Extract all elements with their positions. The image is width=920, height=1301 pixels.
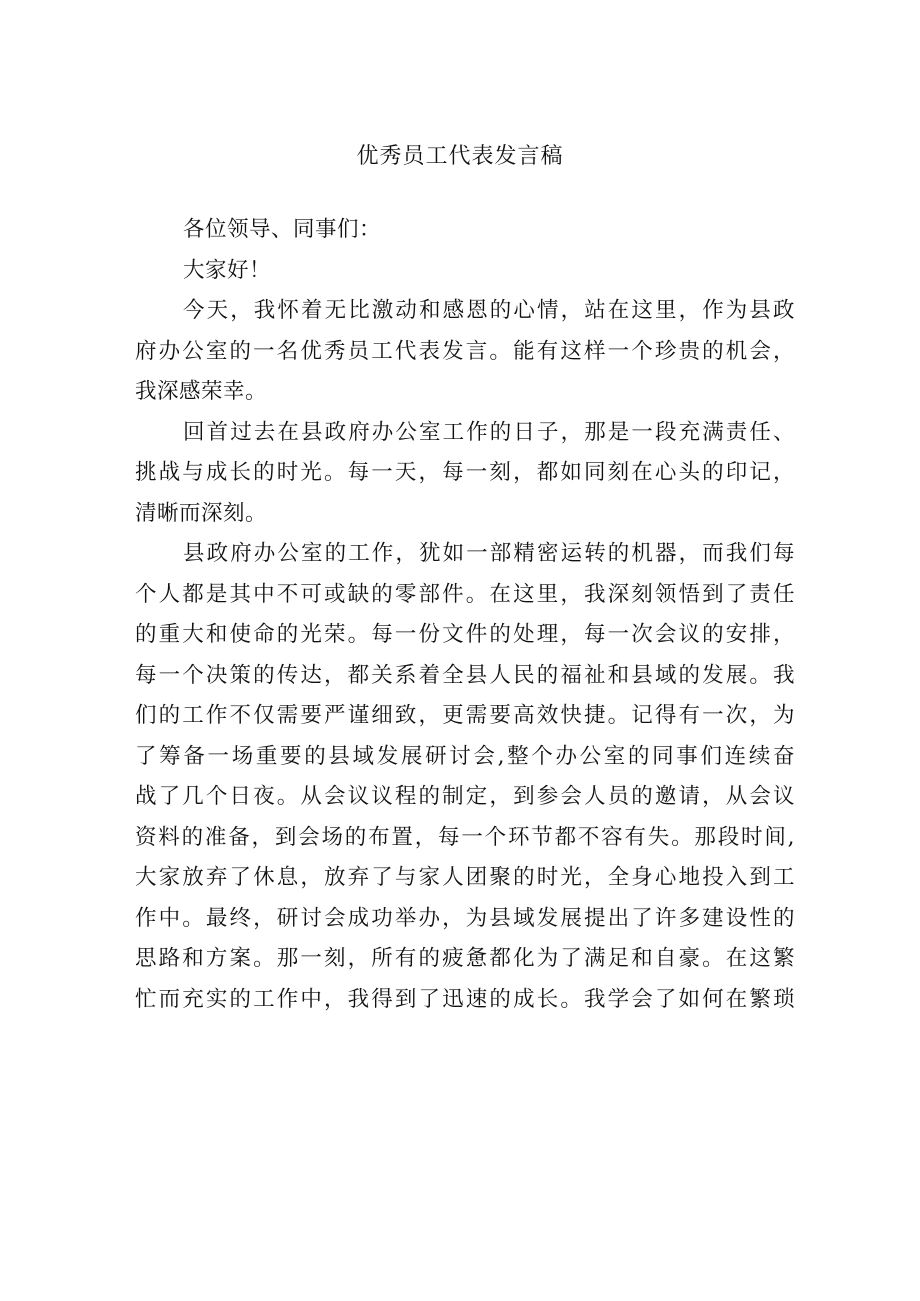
text-line: 县政府办公室的工作，犹如一部精密运转的机器，而我们每 — [183, 541, 795, 566]
text-line: 个人都是其中不可或缺的零部件。在这里，我深刻领悟到了责任 — [135, 581, 795, 607]
document-body — [135, 210, 795, 1020]
text-line: 府办公室的一名优秀员工代表发言。能有这样一个珍贵的机会， — [135, 338, 795, 364]
text-line: 挑战与成长的时光。每一天，每一刻，都如同刻在心头的印记， — [135, 460, 795, 485]
text-line: 战了几个日夜。从会议议程的制定，到参会人员的邀请，从会议 — [135, 784, 795, 809]
text-line: 作中。最终，研讨会成功举办，为县域发展提出了许多建设性的 — [135, 905, 795, 931]
text-line: 每一个决策的传达，都关系着全县人民的福祉和县域的发展。我 — [135, 662, 795, 688]
paragraph-salutation — [135, 210, 795, 251]
text-line: 们的工作不仅需要严谨细致，更需要高效快捷。记得有一次，为 — [135, 703, 795, 728]
paragraph-review — [135, 413, 795, 535]
text-line: 大家好！ — [183, 257, 272, 283]
text-line: 回首过去在县政府办公室工作的日子，那是一段充满责任、 — [183, 419, 795, 445]
text-line: 忙而充实的工作中，我得到了迅速的成长。我学会了如何在繁琐 — [135, 986, 795, 1012]
document-title: 优秀员工代表发言稿 — [356, 144, 564, 169]
paragraph-greeting — [135, 251, 795, 292]
text-line: 我深感荣幸。 — [135, 379, 268, 404]
text-line: 思路和方案。那一刻，所有的疲惫都化为了满足和自豪。在这繁 — [135, 946, 795, 971]
text-line: 各位领导、同事们： — [183, 217, 382, 242]
text-line: 今天，我怀着无比激动和感恩的心情，站在这里，作为县政 — [183, 298, 795, 323]
text-line: 清晰而深刻。 — [135, 500, 268, 526]
text-line: 了筹备一场重要的县域发展研讨会,整个办公室的同事们连续奋 — [135, 743, 795, 769]
text-line: 资料的准备，到会场的布置，每一个环节都不容有失。那段时间, — [135, 824, 795, 850]
paragraph-intro — [135, 291, 795, 413]
text-line: 的重大和使命的光荣。每一份文件的处理，每一次会议的安排， — [135, 622, 795, 647]
paragraph-work — [135, 534, 795, 1020]
text-line: 大家放弃了休息，放弃了与家人团聚的时光，全身心地投入到工 — [135, 865, 795, 890]
